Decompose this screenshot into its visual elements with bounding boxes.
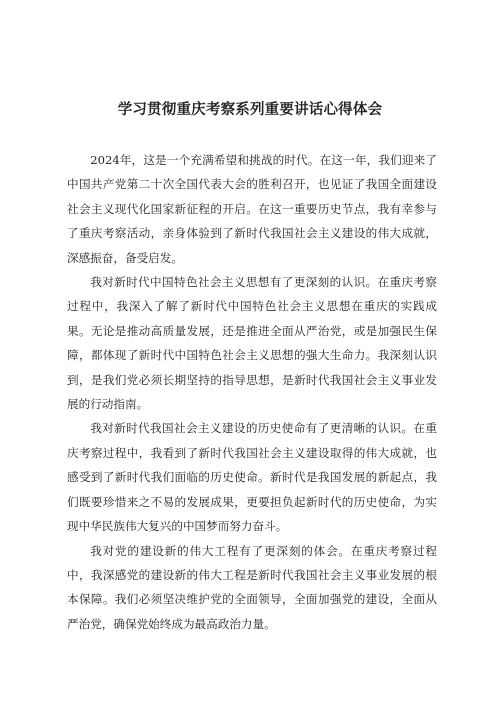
paragraph-1: 2024年，这是一个充满希望和挑战的时代。在这一年，我们迎来了中国共产党第二十次全国代表大会的胜利召开，也见证了我国全面建设社会主义现代化国家新征程的开启。在这一重要历史节点，我有幸参与了重庆考察活动，亲身体验到了新时代我国社会主义建设的伟大成就，深感振奋，备受启发。 [67,153,437,265]
document-body [67,148,437,636]
paragraph-4: 我对党的建设新的伟大工程有了更深刻的体会。在重庆考察过程中，我深感党的建设新的伟大工程是新时代我国社会主义事业发展的根本保障。我们必须坚决维护党的全面领导，全面加强党的建设，全面从严治党，确保党始终成为最高政治力量。 [67,543,437,631]
paragraph-2: 我对新时代中国特色社会主义思想有了更深刻的认识。在重庆考察过程中，我深入了解了新时代中国特色社会主义思想在重庆的实践成果。无论是推动高质量发展，还是推进全面从严治党，或是加强民生保障，都体现了新时代中国特色社会主义思想的强大生命力。我深刻认识到，是我们党必须长期坚持的指导思想，是新时代我国社会主义事业发展的行动指南。 [67,275,437,412]
paragraph-3: 我对新时代我国社会主义建设的历史使命有了更清晰的认识。在重庆考察过程中，我看到了新时代我国社会主义建设取得的伟大成就，也感受到了新时代我们面临的历史使命。新时代是我国发展的新起点，我们既要珍惜来之不易的发展成果，更要担负起新时代的历史使命，为实现中华民族伟大复兴的中国梦而努力奋斗。 [67,421,437,534]
document-title: 学习贯彻重庆考察系列重要讲话心得体会 [117,102,383,118]
